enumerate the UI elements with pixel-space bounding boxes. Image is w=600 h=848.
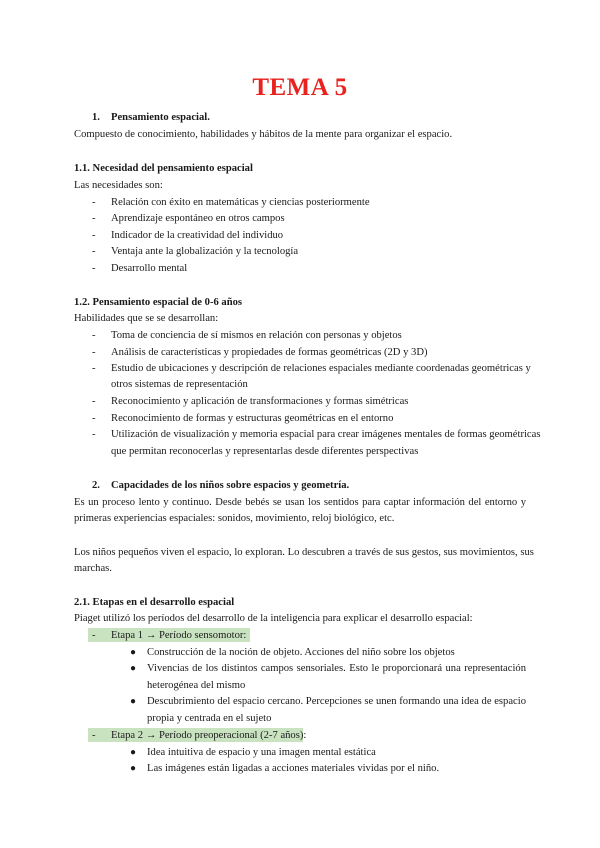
list-item: Toma de conciencia de sí mismos en relación con personas y objetos — [111, 330, 402, 341]
section-1-2-heading: 1.2. Pensamiento espacial de 0-6 años — [74, 297, 243, 308]
list-item: Indicador de la creatividad del individuo — [111, 230, 284, 241]
list-item: Relación con éxito en matemáticas y ciencias posteriormente — [111, 197, 370, 208]
dash-bullet: - — [92, 347, 96, 358]
list-item: Ventaja ante la globalización y la tecnología — [111, 246, 299, 257]
dash-bullet: - — [92, 630, 96, 641]
section-1-heading: Pensamiento espacial. — [111, 112, 210, 123]
section-1-text: Compuesto de conocimiento, habilidades y hábitos de la mente para organizar el espacio. — [74, 129, 453, 140]
dash-bullet: - — [92, 730, 96, 741]
list-item: Reconocimiento de formas y estructuras geométricas en el entorno — [111, 413, 394, 424]
dash-bullet: - — [92, 413, 96, 424]
bullet-icon: ● — [130, 647, 137, 658]
section-1-1-heading: 1.1. Necesidad del pensamiento espacial — [74, 163, 253, 174]
dash-bullet: - — [92, 429, 96, 440]
bullet-icon: ● — [130, 663, 137, 674]
page-title: TEMA 5 — [252, 74, 348, 101]
section-2-1-heading: 2.1. Etapas en el desarrollo espacial — [74, 597, 235, 608]
list-item-continuation: propia y centrada en el sujeto — [147, 713, 272, 724]
list-item: Utilización de visualización y memoria espacial para crear imágenes mentales de formas geométricas — [111, 429, 541, 440]
list-item: Análisis de características y propiedades de formas geométricas (2D y 3D) — [111, 347, 428, 358]
section-2-number: 2. — [92, 480, 100, 491]
list-item: Vivencias de los distintos campos sensoriales. Esto le proporcionará una representación — [147, 663, 526, 674]
stage-1-label: Etapa 1 → Período sensomotor: — [111, 630, 247, 641]
bullet-icon: ● — [130, 747, 137, 758]
stage-2-label: Etapa 2 → Período preoperacional (2-7 años): — [111, 730, 307, 741]
section-2-1-intro: Piaget utilizó los períodos del desarrollo de la inteligencia para explicar el desarrollo espacial: — [74, 613, 473, 624]
list-item-continuation: otros sistemas de representación — [111, 379, 248, 390]
dash-bullet: - — [92, 396, 96, 407]
list-item: Idea intuitiva de espacio y una imagen mental estática — [147, 747, 376, 758]
section-2-paragraph-1-line-1: Es un proceso lento y continuo. Desde bebés se usan los sentidos para captar información del entorno y — [74, 497, 526, 508]
dash-bullet: - — [92, 230, 96, 241]
bullet-icon: ● — [130, 763, 137, 774]
section-2-heading: Capacidades de los niños sobre espacios y geometría. — [111, 480, 350, 491]
list-item: Reconocimiento y aplicación de transformaciones y formas simétricas — [111, 396, 409, 407]
section-2-paragraph-2-line-2: marchas. — [74, 563, 112, 574]
section-1-1-intro: Las necesidades son: — [74, 180, 163, 191]
list-item-continuation: que permitan reconocerlas y representarlas desde diferentes perspectivas — [111, 446, 419, 457]
list-item: Desarrollo mental — [111, 263, 188, 274]
list-item: Descubrimiento del espacio cercano. Percepciones se unen formando una idea de espacio — [147, 696, 526, 707]
section-2-paragraph-2-line-1: Los niños pequeños viven el espacio, lo exploran. Lo descubren a través de sus gestos, sus movimientos, sus — [74, 547, 534, 558]
dash-bullet: - — [92, 363, 96, 374]
section-2-paragraph-1-line-2: primeras experiencias espaciales: sonidos, movimiento, reloj biológico, etc. — [74, 513, 395, 524]
section-1-number: 1. — [92, 112, 100, 123]
list-item: Estudio de ubicaciones y descripción de relaciones espaciales mediante coordenadas geométricas y — [111, 363, 531, 374]
section-1-2-intro: Habilidades que se se desarrollan: — [74, 313, 219, 324]
dash-bullet: - — [92, 213, 96, 224]
bullet-icon: ● — [130, 696, 137, 707]
list-item-continuation: heterogénea del mismo — [147, 680, 246, 691]
dash-bullet: - — [92, 246, 96, 257]
list-item: Aprendizaje espontáneo en otros campos — [111, 213, 285, 224]
dash-bullet: - — [92, 263, 96, 274]
dash-bullet: - — [92, 197, 96, 208]
dash-bullet: - — [92, 330, 96, 341]
list-item: Las imágenes están ligadas a acciones materiales vividas por el niño. — [147, 763, 440, 774]
list-item: Construcción de la noción de objeto. Acciones del niño sobre los objetos — [147, 647, 455, 658]
